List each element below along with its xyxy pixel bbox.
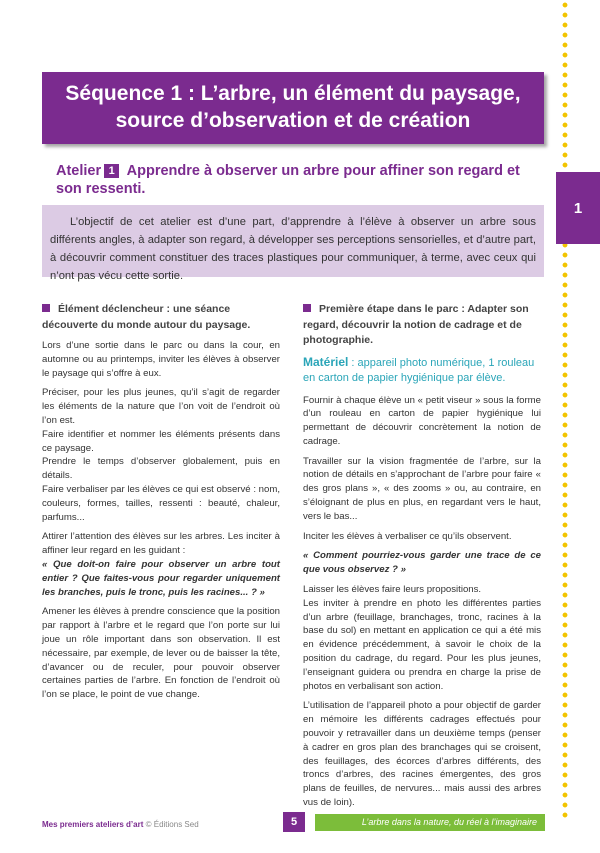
chapter-number: 1 bbox=[573, 199, 583, 217]
atelier-text: Apprendre à observer un arbre pour affiner son regard et son ressenti. bbox=[56, 163, 520, 197]
paragraph: Les inviter à prendre en photo les différentes parties d’un arbre (feuillage, branchages, tronc, racines à la base du sol) en mettant en application ce qui a été mis en évidence précédemment, à savoir le choix de la position du cadrage, du regard. Pour les plus jeunes, l’enseignant guidera ou prendra en charge la prise de photos en verbalisant son action. bbox=[303, 597, 541, 692]
paragraph: Faire identifier et nommer les éléments présents dans ce paysage. bbox=[42, 428, 280, 454]
left-section-heading bbox=[42, 302, 280, 333]
paragraph: L’utilisation de l’appareil photo a pour objectif de garder en mémoire les différents cadrages effectués pour pouvoir y retravailler dans un deuxième temps (penser à cadrer en gros plan des branchages qui se croisent, des feuillages, des écorces d’arbres différents, des troncs d’arbres, des racines émergentes, des gros plans de feuilles, de nervures... mais aussi des arbres vus de loin). bbox=[303, 700, 541, 809]
title-line-1: Séquence 1 : L’arbre, un élément du paysage, bbox=[65, 82, 521, 105]
materiel-text: : appareil photo numérique, 1 rouleau en carton de papier hygiénique par élève. bbox=[303, 356, 535, 384]
paragraph: Amener les élèves à prendre conscience que la position par rapport à l’arbre et le regard que l’on porte sur lui joue un rôle important dans son observation. Il est nécessaire, par exemple, de lever ou de baisser la tête, d’avancer ou de reculer, pour pouvoir observer certaines parties de l’arbre. En fonction de l’endroit où l’on se place, le point de vue change. bbox=[42, 606, 280, 701]
paragraph: Travailler sur la vision fragmentée de l’arbre, sur la notion de détails en s’approchant de l’arbre pour faire « des gros plans », « des zooms » ou, au contraire, en s’éloignant de plus en plus, en regardant vers le haut, vers le bas... bbox=[303, 455, 541, 522]
right-section-heading bbox=[303, 302, 541, 349]
atelier-label: Atelier bbox=[56, 163, 102, 179]
footer-theme-band: L’arbre dans la nature, du réel à l’imaginaire bbox=[315, 814, 545, 831]
square-bullet-icon bbox=[42, 304, 50, 312]
sequence-title-banner bbox=[42, 72, 544, 144]
paragraph: Lors d’une sortie dans le parc ou dans la cour, en automne ou au printemps, inviter les élèves à observer le paysage qui s’offre à eux. bbox=[42, 340, 280, 379]
atelier-heading bbox=[56, 162, 546, 198]
decorative-dotted-border bbox=[562, 0, 568, 820]
page-number: 5 bbox=[283, 812, 305, 832]
right-heading-text: Première étape dans le parc : Adapter son regard, découvrir la notion de cadrage et de photographie. bbox=[303, 303, 529, 346]
book-title: Mes premiers ateliers d’art bbox=[42, 820, 144, 829]
guiding-question: « Que doit-on faire pour observer un arbre tout entier ? Que faites-vous pour regarder uniquement les branches, puis le tronc, puis les racines... ? » bbox=[42, 558, 280, 598]
left-heading-text: Élément déclencheur : une séance découverte du monde autour du paysage. bbox=[42, 303, 251, 331]
footer-book-credit bbox=[42, 820, 199, 829]
chapter-tab bbox=[556, 172, 600, 244]
materiel-note bbox=[303, 355, 541, 386]
paragraph: Préciser, pour les plus jeunes, qu’il s’agit de regarder les éléments de la nature que l’on voit de l’endroit où l’on est. bbox=[42, 387, 280, 426]
atelier-number-badge: 1 bbox=[104, 164, 119, 178]
left-column bbox=[42, 302, 280, 708]
paragraph: Inciter les élèves à verbaliser ce qu’ils observent. bbox=[303, 530, 512, 542]
objective-box: L’objectif de cet atelier est d’une part, d’apprendre à l’élève à observer un arbre sous différents angles, à adapter son regard, à développer ses perceptions sensorielles, et d’autre part, à découvrir comment constituer des traces plastiques pour communiquer, à terme, avec ceux qui n’ont pas vécu cette sortie. bbox=[42, 205, 544, 277]
guiding-question: « Comment pourriez-vous garder une trace de ce que vous observez ? » bbox=[303, 550, 541, 576]
paragraph: Fournir à chaque élève un « petit viseur » sous la forme d’un rouleau en carton de papier hygiénique lui permettant de découvrir concrètement la notion de cadrage. bbox=[303, 394, 541, 447]
materiel-label: Matériel bbox=[303, 354, 349, 369]
square-bullet-icon bbox=[303, 304, 311, 312]
paragraph: Attirer l’attention des élèves sur les arbres. Les inciter à affiner leur regard en les guidant : bbox=[42, 531, 280, 557]
publisher: © Éditions Sed bbox=[143, 820, 199, 829]
paragraph: Prendre le temps d’observer globalement, puis en détails. bbox=[42, 456, 280, 482]
paragraph: Faire verbaliser par les élèves ce qui est observé : nom, couleurs, formes, tailles, ressenti : beauté, chaleur, parfums... bbox=[42, 483, 280, 523]
title-line-2: source d’observation et de création bbox=[115, 109, 471, 132]
paragraph: Laisser les élèves faire leurs propositions. bbox=[303, 584, 482, 596]
right-column bbox=[303, 302, 541, 816]
